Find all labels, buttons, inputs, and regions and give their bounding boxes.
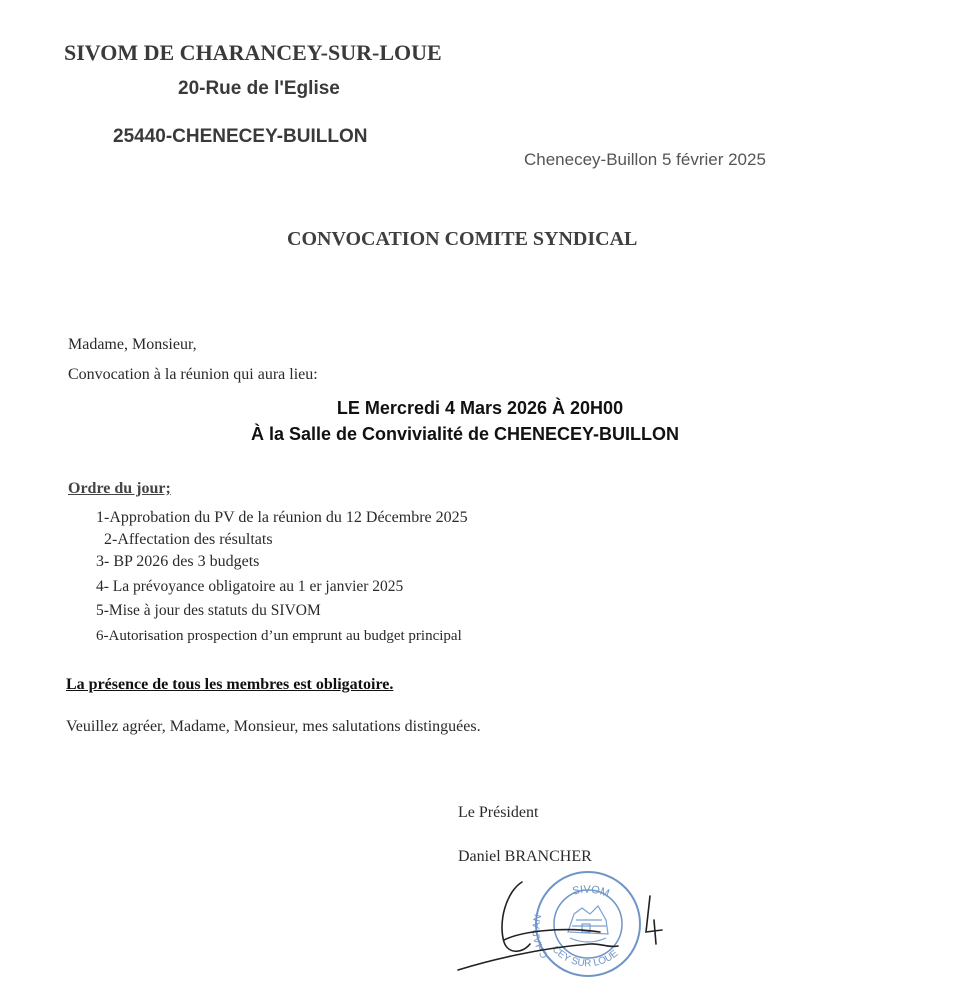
meeting-date: LE Mercredi 4 Mars 2026 À 20H00	[336, 398, 624, 418]
document-title: CONVOCATION COMITE SYNDICAL	[287, 228, 638, 250]
agenda-list	[96, 506, 468, 648]
signatory-role: Le Président	[458, 804, 539, 821]
agenda-item: 1-Approbation du PV de la réunion du 12 Décembre 2025	[96, 509, 468, 526]
greeting: Madame, Monsieur,	[68, 336, 197, 353]
closing-salutation: Veuillez agréer, Madame, Monsieur, mes salutations distinguées.	[66, 718, 481, 735]
document-date: Chenecey-Buillon 5 février 2025	[524, 150, 766, 169]
stamp-emblem	[568, 906, 608, 942]
agenda-item: 3- BP 2026 des 3 budgets	[96, 553, 260, 571]
organization-name: SIVOM DE CHARANCEY-SUR-LOUE	[64, 40, 442, 65]
signature-and-stamp	[450, 862, 680, 982]
intro-text: Convocation à la réunion qui aura lieu:	[68, 366, 318, 383]
agenda-item: 4- La prévoyance obligatoire au 1 er janvier 2025	[96, 577, 404, 595]
meeting-place: À la Salle de Convivialité de CHENECEY-BUILLON	[250, 424, 680, 444]
agenda-item: 5-Mise à jour des statuts du SIVOM	[96, 602, 321, 620]
organization-city: 25440-CHENECEY-BUILLON	[113, 126, 368, 147]
stamp-text-left: CHARAN	[531, 913, 551, 960]
signatory-name: Daniel BRANCHER	[458, 848, 592, 865]
stamp-graphic	[450, 862, 680, 982]
agenda-item: 2-Affectation des résultats	[104, 531, 273, 549]
agenda-heading: Ordre du jour;	[68, 480, 171, 497]
presence-note: La présence de tous les membres est obligatoire.	[66, 676, 394, 693]
stamp-text-top: SIVOM	[571, 883, 611, 901]
stamp-text-bottom: CEY SUR LOUE	[549, 943, 621, 970]
organization-street: 20-Rue de l'Eglise	[178, 78, 340, 99]
agenda-item: 6-Autorisation prospection d’un emprunt au budget principal	[96, 627, 462, 644]
